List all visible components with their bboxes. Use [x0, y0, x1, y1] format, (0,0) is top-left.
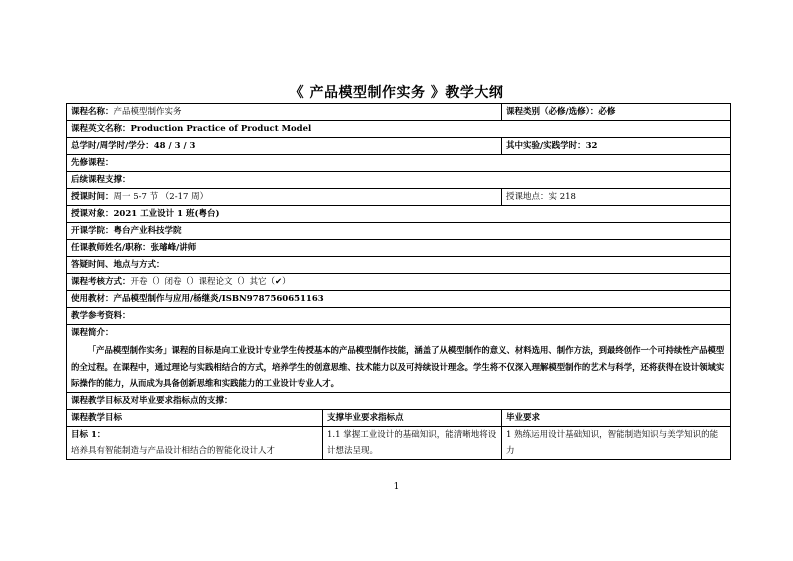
obj-header-requirement-text: 毕业要求	[506, 412, 541, 423]
time-value: 周一 5-7 节 （2-17 周）	[113, 192, 209, 202]
intro-label: 课程简介：	[71, 328, 114, 338]
time-cell	[67, 189, 502, 206]
textbook-label: 使用教材：	[71, 294, 114, 304]
practice-hours-label: 其中实验/实践学时：	[506, 141, 586, 151]
row-exam	[67, 274, 731, 291]
row-course-name	[67, 104, 731, 121]
obj-goal-text: 培养具有智能制造与产品设计相结合的智能化设计人才	[71, 445, 276, 456]
course-type-cell	[502, 104, 731, 121]
row-english-name	[67, 121, 731, 138]
row-teacher	[67, 240, 731, 257]
practice-hours-value: 32	[585, 141, 598, 151]
hours-value: 48 / 3 / 3	[153, 141, 196, 151]
row-obj-1	[67, 426, 731, 459]
college-label: 开课学院：	[71, 226, 114, 236]
qa-cell	[67, 257, 731, 274]
row-objectives-heading	[67, 392, 731, 409]
page-number: 1	[393, 482, 400, 492]
qa-label: 答疑时间、地点与方式：	[71, 260, 165, 270]
course-type-label: 课程类别（必修/选修）：	[506, 107, 599, 117]
row-hours	[67, 138, 731, 155]
course-name-value: 产品模型制作实务	[113, 107, 182, 117]
reference-cell	[67, 308, 731, 325]
exam-cell	[67, 274, 731, 291]
obj-goal-title: 目标 1：	[71, 429, 106, 440]
reference-label: 教学参考资料：	[71, 311, 131, 321]
row-qa	[67, 257, 731, 274]
teacher-value: 张璿峰/讲师	[150, 243, 197, 253]
location-label: 授课地点：	[506, 192, 549, 202]
english-name-label: 课程英文名称：	[71, 124, 131, 134]
course-type-value: 必修	[598, 107, 616, 117]
objectives-heading-cell	[67, 392, 731, 409]
textbook-value: 产品模型制作与应用/杨继炎/ISBN9787560651163	[113, 294, 324, 304]
row-intro	[67, 325, 731, 393]
obj-requirement-cell	[502, 426, 731, 459]
syllabus-table	[66, 103, 731, 460]
obj-header-indicator	[323, 409, 502, 426]
row-followup	[67, 172, 731, 189]
target-cell	[67, 206, 731, 223]
location-cell	[502, 189, 731, 206]
time-label: 授课时间：	[71, 192, 114, 202]
exam-value: 开卷（）闭卷（）课程论文（）其它（✔）	[130, 277, 291, 287]
obj-indicator-cell	[323, 426, 502, 459]
objectives-heading: 课程教学目标及对毕业要求指标点的支撑：	[71, 395, 233, 406]
obj-requirement-text: 1 熟练运用设计基础知识，智能制造知识与美学知识的能力	[506, 429, 719, 456]
obj-goal-cell	[67, 426, 323, 459]
hours-label: 总学时/周学时/学分：	[71, 141, 154, 151]
intro-text: 「产品模型制作实务」课程的目标是向工业设计专业学生传授基本的产品模型制作技能，涵盖了从模型制作的意义、材料选用、制作方法，到最终创作一个可持续性产品模型的全过程。在课程中，通过理论与实践相结合的方式，培养学生的创意思维、技术能力以及可持续设计理念。学生将不仅深入理解模型制作的艺术与科学，还将获得在设计领域实际操作的能力，从而成为具备创新思维和实践能力的工业设计专业人才。	[71, 345, 725, 388]
row-time	[67, 189, 731, 206]
row-prereq	[67, 155, 731, 172]
course-name-label: 课程名称：	[71, 107, 114, 117]
followup-cell	[67, 172, 731, 189]
prereq-cell	[67, 155, 731, 172]
row-college	[67, 223, 731, 240]
target-value: 2021 工业设计 1 班(粤台)	[113, 209, 220, 219]
row-reference	[67, 308, 731, 325]
obj-header-goal-text: 课程教学目标	[71, 412, 123, 423]
hours-cell	[67, 138, 502, 155]
english-name-cell	[67, 121, 731, 138]
row-obj-headers	[67, 409, 731, 426]
obj-indicator-text: 1.1 掌握工业设计的基础知识，能清晰地将设计想法呈现。	[327, 429, 497, 456]
teacher-label: 任课教师姓名/职称：	[71, 243, 151, 253]
prereq-label: 先修课程：	[71, 158, 114, 168]
college-cell	[67, 223, 731, 240]
row-target	[67, 206, 731, 223]
intro-cell	[67, 325, 731, 393]
textbook-cell	[67, 291, 731, 308]
row-textbook	[67, 291, 731, 308]
obj-header-goal	[67, 409, 323, 426]
location-value: 实 218	[548, 192, 576, 202]
teacher-cell	[67, 240, 731, 257]
obj-header-requirement	[502, 409, 731, 426]
page-title: 《 产品模型制作实务 》教学大纲	[289, 85, 504, 101]
target-label: 授课对象：	[71, 209, 114, 219]
obj-header-indicator-text: 支撑毕业要求指标点	[327, 412, 404, 423]
exam-label: 课程考核方式：	[71, 277, 131, 287]
course-name-cell	[67, 104, 502, 121]
english-name-value: Production Practice of Product Model	[130, 124, 312, 134]
college-value: 粤台产业科技学院	[113, 226, 182, 236]
followup-label: 后续课程支撑：	[71, 175, 131, 185]
practice-hours-cell	[502, 138, 731, 155]
